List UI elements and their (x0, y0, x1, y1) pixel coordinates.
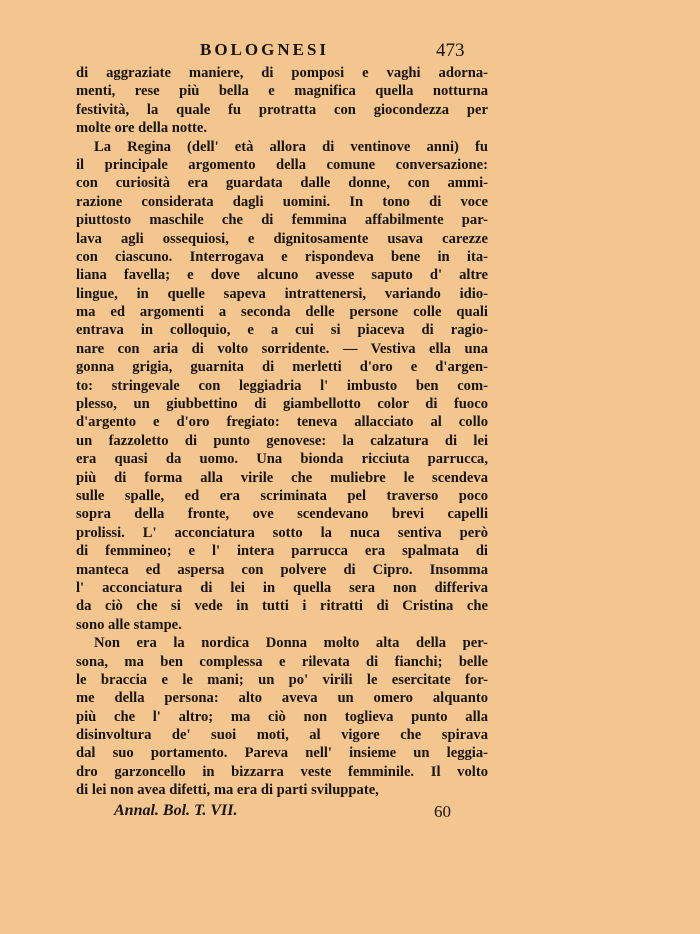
text-line: to: stringevale con leggiadria l' imbusto ben com- (76, 377, 488, 394)
text-line: sopra della fronte, ove scendevano brevi capelli (76, 506, 488, 523)
text-line: più di forma alla virile che muliebre le scendeva (76, 469, 488, 486)
signature-number: 60 (434, 801, 451, 821)
text-line: era quasi da uomo. Una bionda ricciuta parrucca, (76, 451, 488, 468)
text-line: dro garzoncello in bizzarra veste femminile. Il volto (76, 763, 488, 780)
paragraph (76, 634, 488, 800)
text-line: più che l' altro; ma ciò non toglieva punto alla (76, 708, 488, 725)
text-line: lingue, in quelle sapeva intrattenersi, variando idio- (76, 285, 488, 302)
text-line: un fazzoletto di punto genovese: la calzatura di lei (76, 432, 488, 449)
text-line: molte ore della notte. (76, 120, 208, 137)
text-line: ma ed argomenti a seconda delle persone colle quali (76, 304, 488, 321)
paragraph (76, 64, 488, 138)
text-line: razione considerata dagli uomini. In tono di voce (76, 193, 488, 210)
text-line: sulle spalle, ed era scriminata pel traverso poco (76, 487, 488, 504)
paragraph (76, 138, 488, 635)
text-line: l' acconciatura di lei in quella sera non differiva (76, 579, 488, 596)
text-line: Non era la nordica Donna molto alta della per- (94, 635, 488, 652)
text-line: festività, la quale fu protratta con giocondezza per (76, 101, 488, 118)
text-line: di lei non avea difetti, ma era di parti sviluppate, (76, 782, 379, 799)
text-line: plesso, un giubbettino di giambellotto color di fuoco (76, 396, 488, 413)
text-line: dal suo portamento. Pareva nell' insieme un leggia- (76, 745, 488, 762)
text-line: nare con aria di volto sorridente. — Vestiva ella una (76, 340, 488, 357)
text-line: piuttosto maschile che di femmina affabilmente par- (76, 212, 488, 229)
text-line: di aggraziate maniere, di pomposi e vaghi adorna- (76, 65, 488, 81)
text-line: d'argento e d'oro fregiato: teneva allacciato al collo (76, 414, 488, 431)
text-line: me della persona: alto aveva un omero alquanto (76, 690, 488, 707)
text-line: menti, rese più bella e magnifica quella notturna (76, 83, 488, 100)
page-number: 473 (436, 40, 465, 61)
text-line: da ciò che si vede in tutti i ritratti di Cristina che (76, 598, 488, 615)
text-line: di femmineo; e l' intera parrucca era spalmata di (76, 543, 488, 560)
body-text (76, 64, 488, 800)
page-footer (76, 802, 488, 824)
text-line: gonna grigia, guarnita di merletti d'oro e d'argen- (76, 359, 488, 376)
text-line: liana favella; e dove alcuno avesse saputo d' altre (76, 267, 488, 284)
running-head (76, 38, 488, 64)
text-line: con ciascuno. Interrogava e rispondeva bene in ita- (76, 248, 488, 265)
text-line: disinvoltura de' suoi moti, al vigore che spirava (76, 727, 488, 744)
text-line: sono alle stampe. (76, 616, 182, 633)
running-title: BOLOGNESI (200, 40, 330, 59)
text-line: La Regina (dell' età allora di ventinove anni) fu (94, 138, 488, 155)
text-line: lava agli ossequiosi, e dignitosamente usava carezze (76, 230, 488, 247)
text-line: le braccia e le mani; un po' virili le esercitate for- (76, 671, 488, 688)
text-line: il principale argomento della comune conversazione: (76, 156, 488, 173)
text-line: entrava in colloquio, e a cui si piaceva di ragio- (76, 322, 488, 339)
text-line: sona, ma ben complessa e rilevata di fianchi; belle (76, 653, 488, 670)
printer-signature: Annal. Bol. T. VII. (114, 801, 238, 819)
text-line: prolissi. L' acconciatura sotto la nuca sentiva però (76, 524, 488, 541)
text-line: con curiosità era guardata dalle donne, con ammi- (76, 175, 488, 192)
book-page (76, 38, 488, 824)
text-line: manteca ed aspersa con polvere di Cipro. Insomma (76, 561, 488, 578)
